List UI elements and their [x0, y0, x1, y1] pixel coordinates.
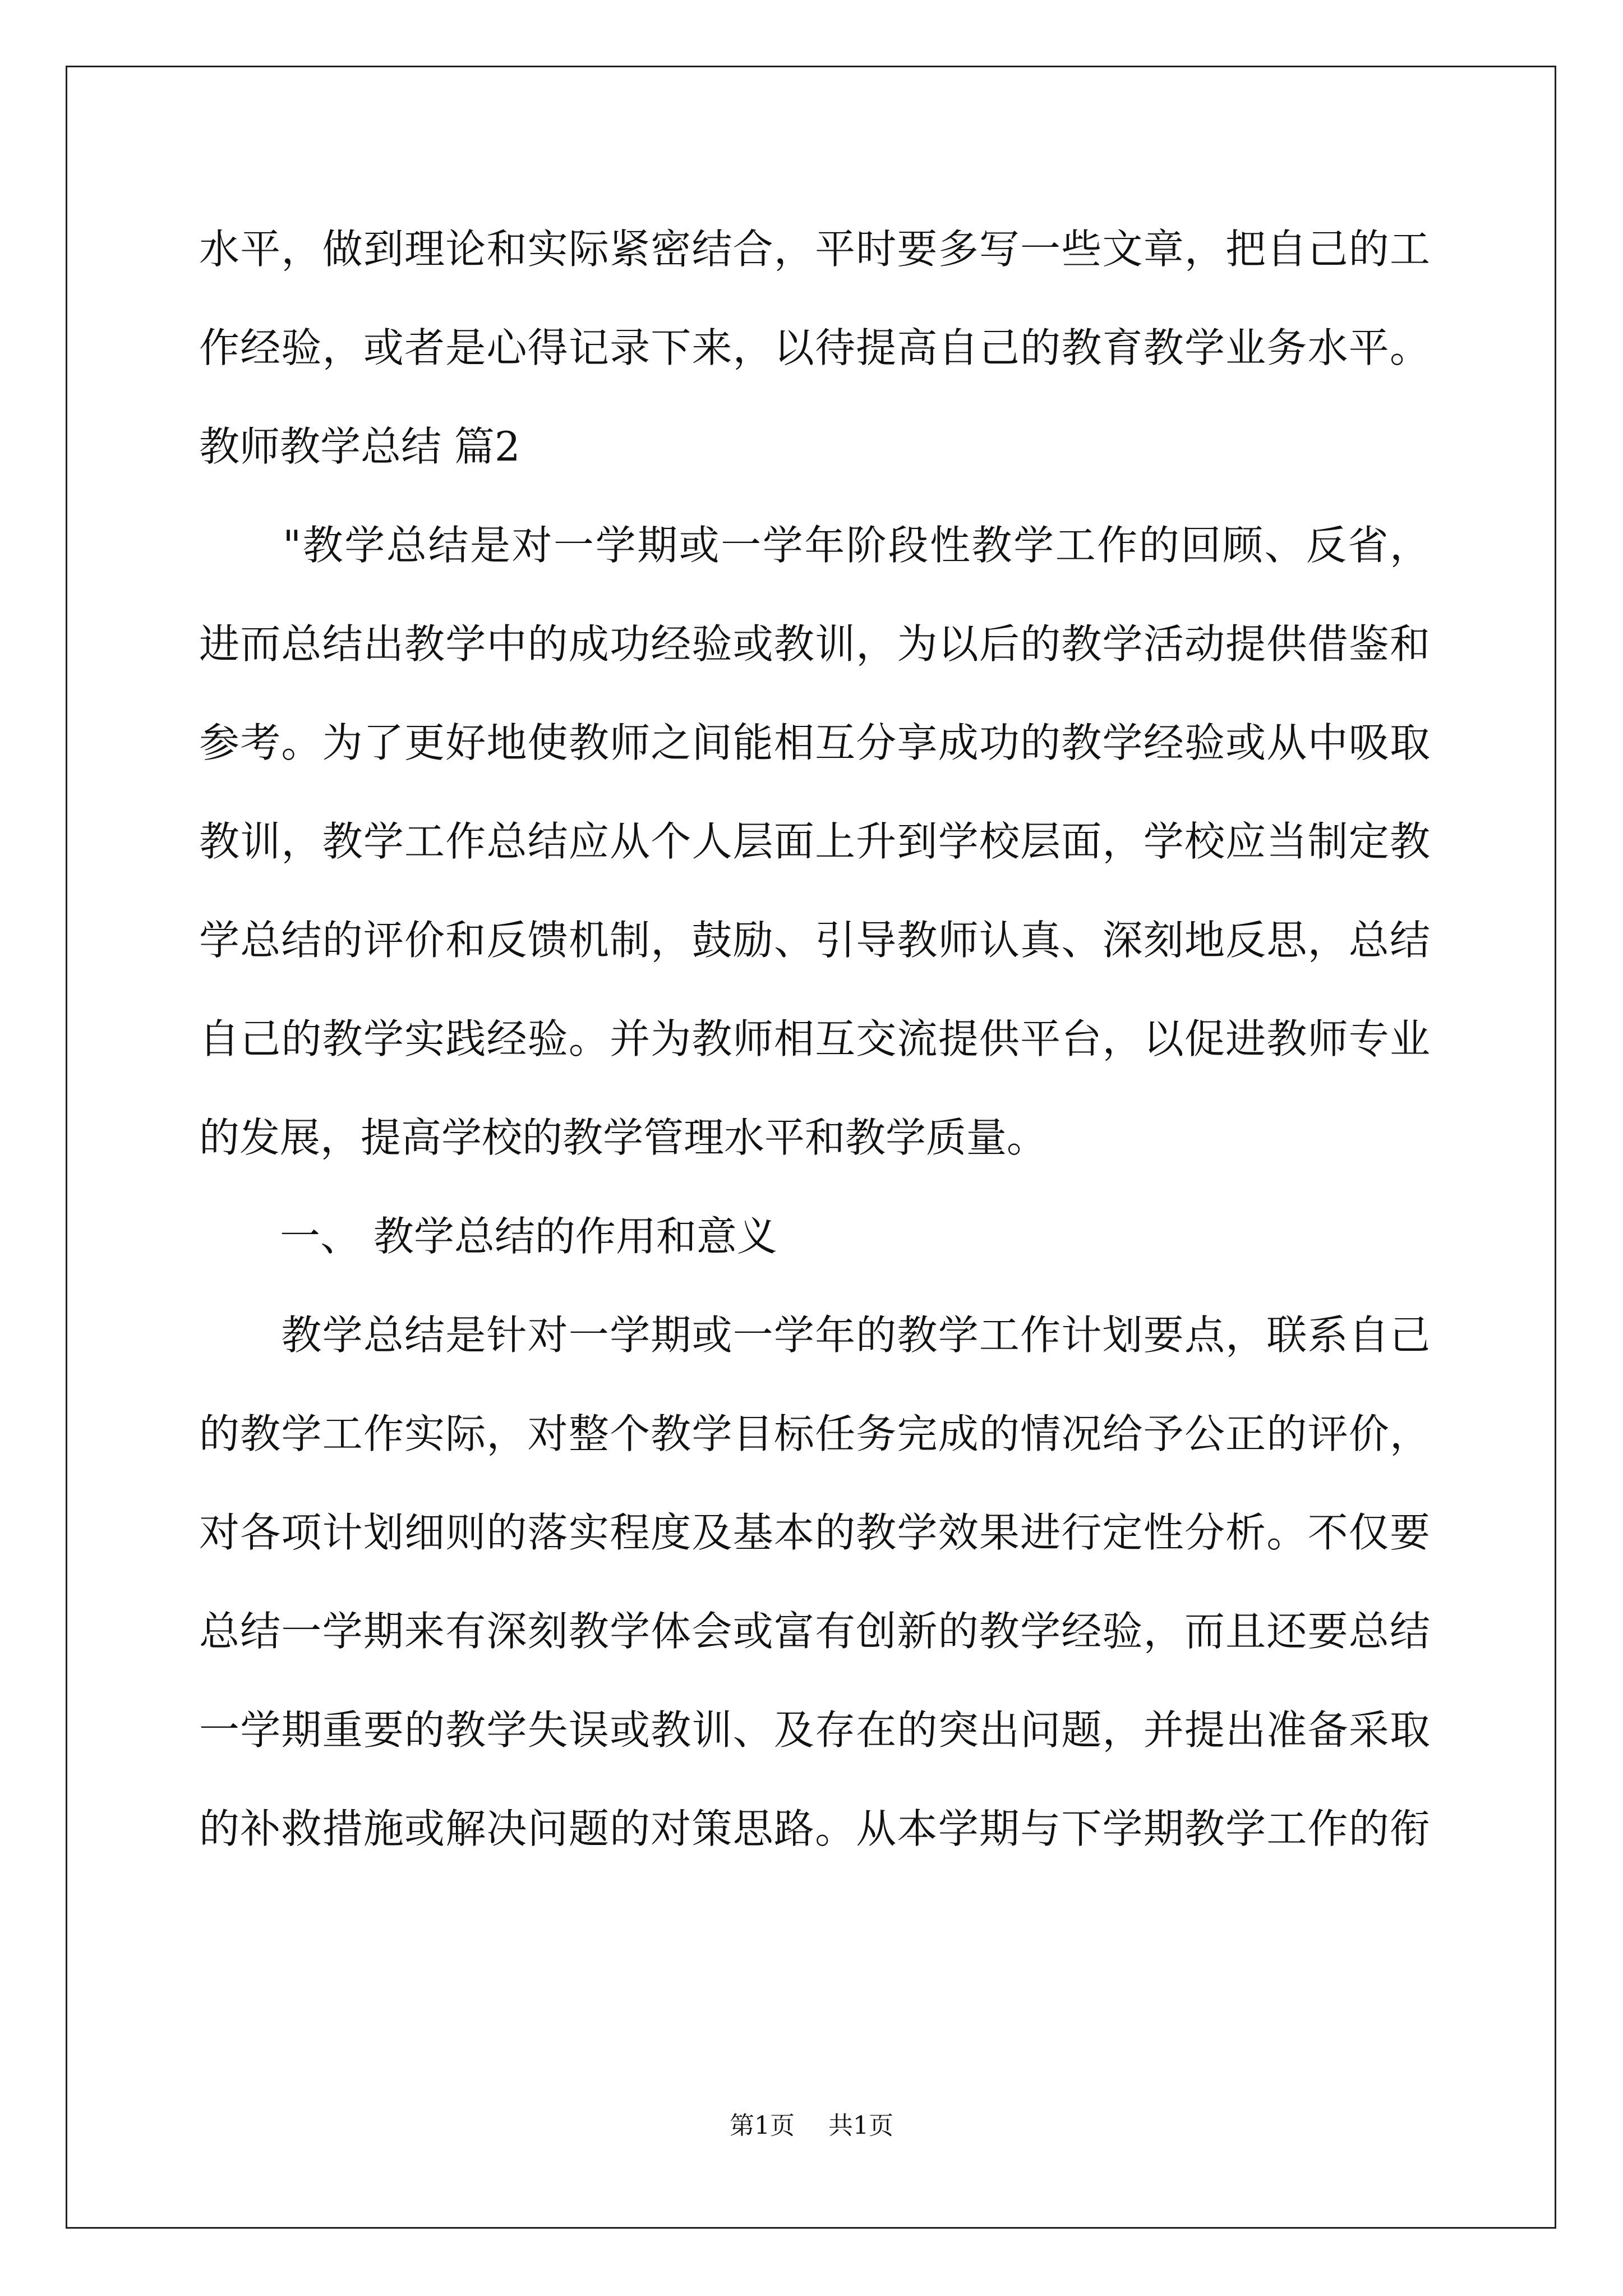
text-line: 参考。为了更好地使教师之间能相互分享成功的教学经验或从中吸取: [199, 719, 1430, 766]
text-line: 的发展，提高学校的教学管理水平和教学质量。: [199, 1114, 1048, 1161]
text-line: 教训，教学工作总结应从个人层面上升到学校层面，学校应当制定教: [199, 818, 1430, 865]
page-total: 共1页: [828, 2111, 893, 2140]
text-line: 总结一学期来有深刻教学体会或富有创新的教学经验，而且还要总结: [199, 1608, 1430, 1655]
text-line: 的教学工作实际，对整个教学目标任务完成的情况给予公正的评价，: [199, 1410, 1430, 1457]
subsection-heading: 一、 教学总结的作用和意义: [199, 1213, 777, 1260]
page-footer: [0, 2109, 1623, 2143]
section-heading: 教师教学总结 篇2: [199, 423, 520, 470]
text-line: 水平，做到理论和实际紧密结合，平时要多写一些文章，把自己的工: [199, 226, 1430, 273]
text-line: 自己的教学实践经验。并为教师相互交流提供平台，以促进教师专业: [199, 1015, 1430, 1062]
text-line: 的补救措施或解决问题的对策思路。从本学期与下学期教学工作的衔: [199, 1805, 1430, 1852]
text-line: 教学总结是针对一学期或一学年的教学工作计划要点，联系自己: [199, 1312, 1430, 1359]
text-line: 作经验，或者是心得记录下来，以待提高自己的教育教学业务水平。: [199, 324, 1430, 371]
text-line: 学总结的评价和反馈机制，鼓励、引导教师认真、深刻地反思，总结: [199, 917, 1430, 964]
text-line: 一学期重要的教学失误或教训、及存在的突出问题，并提出准备采取: [199, 1706, 1430, 1754]
text-line: 对各项计划细则的落实程度及基本的教学效果进行定性分析。不仅要: [199, 1509, 1430, 1556]
page-number: 第1页: [730, 2111, 795, 2140]
text-line: 进而总结出教学中的成功经验或教训，为以后的教学活动提供借鉴和: [199, 620, 1430, 668]
text-line: "教学总结是对一学期或一学年阶段性教学工作的回顾、反省，: [199, 522, 1430, 569]
